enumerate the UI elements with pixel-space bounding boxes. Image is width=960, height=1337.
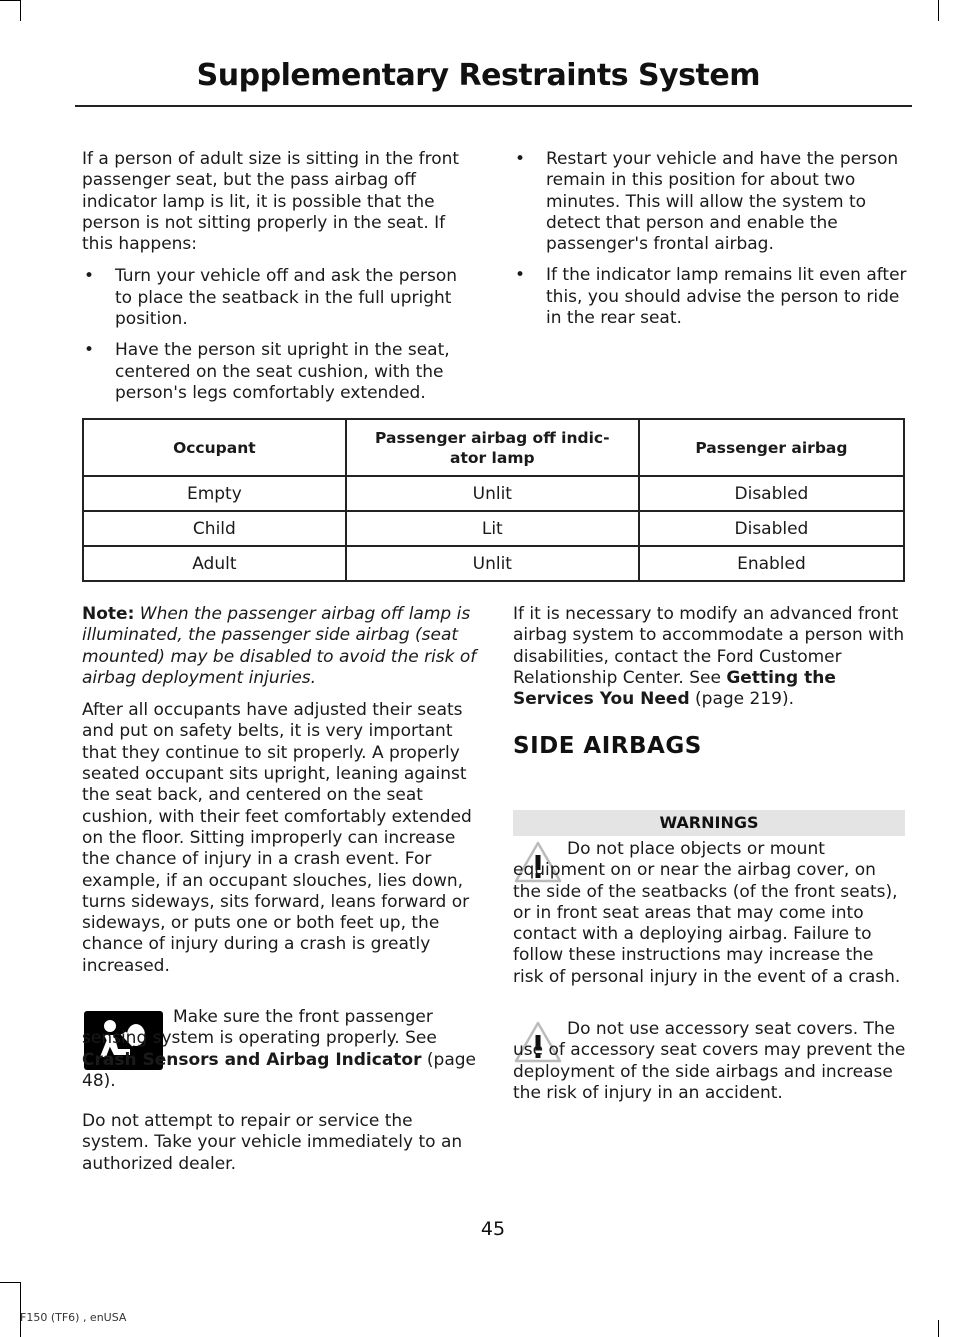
footer-text: F150 (TF6) , enUSA [20,1311,127,1324]
left-bullet-list [82,266,477,404]
intro-paragraph: If a person of adult size is sitting in the front passenger seat, but the pass airbag off indicator lamp is lit, it is possible that the person is not sitting properly in the seat. If this happens: [82,149,460,255]
sensing-page-ref: (page 48). [82,1049,476,1091]
table-header-row [83,419,904,476]
table-cell: Disabled [639,511,904,546]
page-number: 45 [480,1218,506,1240]
table-cell: Disabled [639,476,904,511]
occupant-status-table [82,418,905,582]
table-header: Occupant [83,419,346,476]
warning-text [513,839,908,988]
table-cell: Lit [346,511,639,546]
table-cell: Unlit [346,476,639,511]
warning-text [513,1019,908,1104]
list-item: • If the indicator lamp remains lit even after this, you should advise the person to ride in the rear seat. [513,265,908,329]
sensing-paragraph-block [82,1007,477,1103]
warning-1-text: Do not place objects or mount equipment on or near the airbag cover, on the side of the seatbacks (of the front seats), or in front seat areas that may come into contact with a deploying airbag. Failure to follow these instructions may increase the risk of personal injury in the event of a crash. [513,839,901,987]
right-column-bottom [513,604,908,721]
crop-mark [0,1282,21,1283]
repair-paragraph: Do not attempt to repair or service the system. Take your vehicle immediately to an authorized dealer. [82,1111,463,1174]
list-item: • Restart your vehicle and have the person remain in this position for about two minutes. This will allow the system to detect that person and enable the passenger's frontal airbag. [513,149,908,255]
table-row [83,546,904,581]
table-cell: Adult [83,546,346,581]
modify-text: If it is necessary to modify an advanced front airbag system to accommodate a person with disabilities, contact the Ford Customer Relationship Center. See [513,604,905,688]
warning-1-block [513,839,908,999]
left-column-bottom [82,604,477,988]
table-cell: Unlit [346,546,639,581]
crop-mark [20,0,21,21]
crop-mark [0,0,21,1]
occupant-posture-paragraph: After all occupants have adjusted their seats and put on safety belts, it is very important that they continue to sit properly. A properly seated occupant sits upright, leaning against the seat back, and centered on the seat cushion, with their feet comfortably extended on the floor. Sitting improperly can increase the chance of injury in a crash event. For example, if an occupant slouches, lies down, turns sideways, sits forward, leans forward or sideways, or puts one or both feet up, the chance of injury during a crash is greatly increased. [82,700,472,976]
sensing-text: Make sure the front passenger sensing system is operating properly. See [82,1007,437,1049]
title-rule [75,105,912,107]
table-header: Passenger airbag [639,419,904,476]
sensing-paragraph [82,1007,477,1092]
crash-sensors-link[interactable]: Crash Sensors and Airbag Indicator [82,1049,422,1070]
note-label: Note: [82,604,135,624]
table-header: Passenger airbag off indic-ator lamp [346,419,639,476]
note-paragraph [82,604,477,689]
services-link[interactable]: Getting the Services You Need [513,667,836,710]
table-row [83,511,904,546]
table-cell: Enabled [639,546,904,581]
warning-2-text: Do not use accessory seat covers. The use of accessory seat covers may prevent the deployment of the side airbags and increase the risk of injury in an accident. [513,1019,906,1103]
crop-mark [938,1320,939,1337]
repair-paragraph-block [82,1111,477,1186]
modify-paragraph [513,604,908,710]
right-column-top [513,149,908,339]
crop-mark [938,0,939,21]
table-cell: Child [83,511,346,546]
table-cell: Empty [83,476,346,511]
warnings-banner: WARNINGS [513,810,905,836]
section-heading: SIDE AIRBAGS [513,733,702,759]
left-column-top [82,149,477,414]
right-bullet-list [513,149,908,329]
list-item: • Turn your vehicle off and ask the person to place the seatback in the full upright position. [82,266,477,330]
list-item: • Have the person sit upright in the seat, centered on the seat cushion, with the person's legs comfortably extended. [82,340,477,404]
table-row [83,476,904,511]
crop-mark [20,1282,21,1337]
modify-page-ref: (page 219). [689,689,795,710]
page-title: Supplementary Restraints System [196,58,760,93]
warning-2-block [513,1019,908,1115]
note-text: When the passenger airbag off lamp is illuminated, the passenger side airbag (seat mounted) may be disabled to avoid the risk of airbag deployment injuries. [82,604,477,688]
